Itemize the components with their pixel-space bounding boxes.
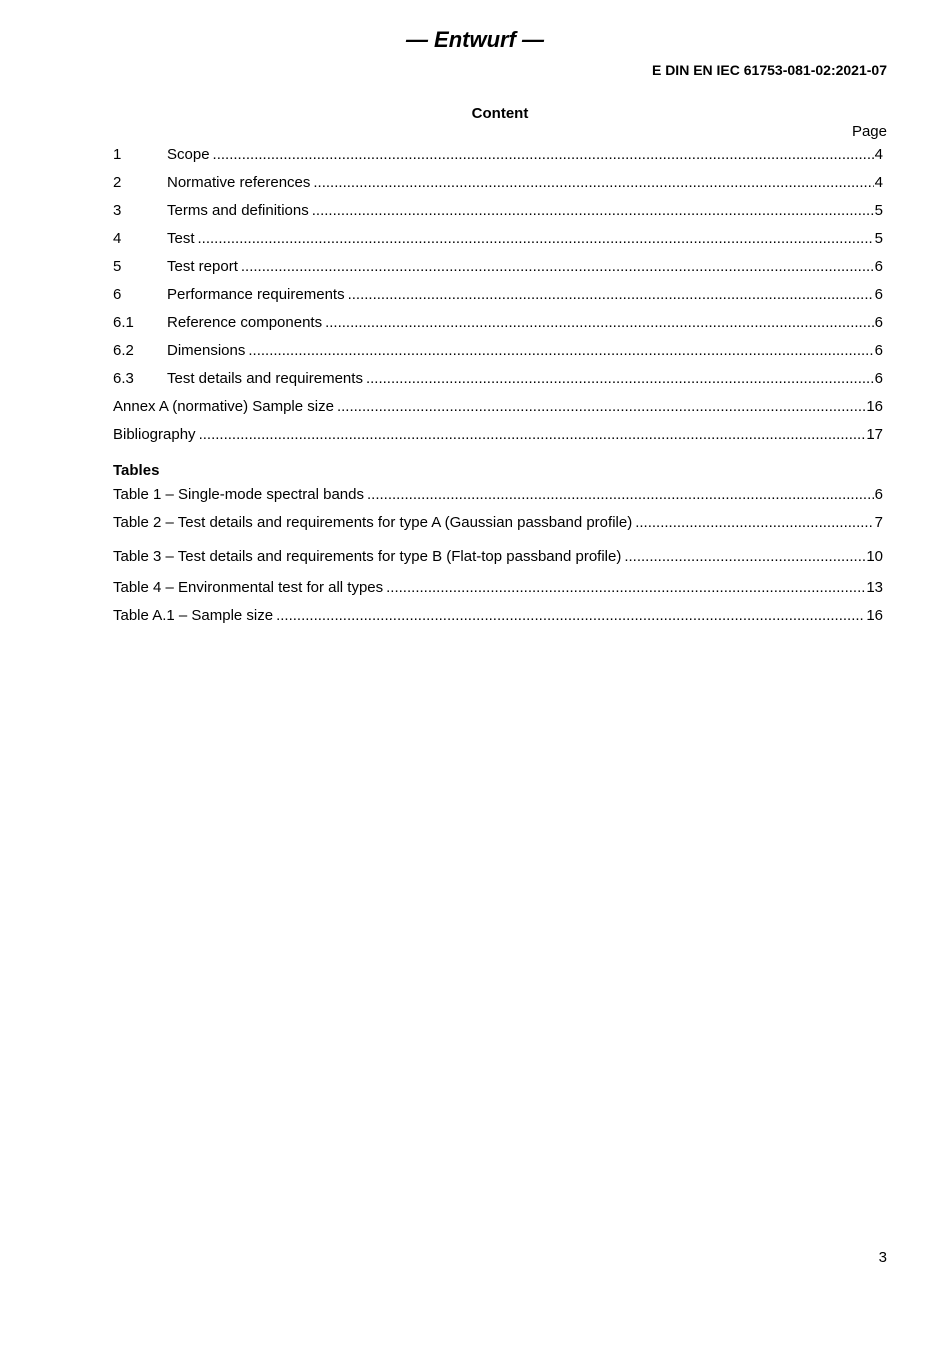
toc-entry-page: 17: [866, 426, 883, 443]
leader-dots: [325, 313, 874, 333]
toc-entry-title: Terms and definitions: [167, 202, 309, 219]
toc-entry-dimensions[interactable]: [113, 341, 883, 361]
table-entry-page: 6: [874, 486, 883, 503]
table-entry-1[interactable]: [113, 485, 883, 505]
document-id: E DIN EN IEC 61753-081-02:2021-07: [651, 62, 887, 78]
table-entry-title: Table 1 – Single-mode spectral bands: [113, 486, 364, 503]
toc-entry-title: Normative references: [167, 174, 311, 191]
toc-entry-test-report[interactable]: [113, 257, 883, 277]
toc-entry-number: 4: [113, 230, 122, 247]
leader-dots: [241, 257, 874, 277]
table-entry-2[interactable]: [113, 513, 883, 533]
table-entry-3[interactable]: [113, 547, 883, 567]
leader-dots: [367, 485, 874, 505]
table-entry-title: Table 2 – Test details and requirements for type A (Gaussian passband profile): [113, 514, 633, 531]
toc-entry-title: Bibliography: [113, 426, 196, 443]
toc-entry-page: 6: [874, 258, 883, 275]
toc-entry-number: 6.1: [113, 314, 134, 331]
toc-entry-page: 4: [874, 146, 883, 163]
leader-dots: [312, 201, 874, 221]
leader-dots: [198, 229, 874, 249]
toc-entry-annex-a[interactable]: [113, 397, 883, 417]
table-entry-title: Table 3 – Test details and requirements for type B (Flat-top passband profile): [113, 548, 622, 565]
toc-entry-reference-components[interactable]: [113, 313, 883, 333]
toc-entry-page: 5: [874, 202, 883, 219]
toc-entry-title: Annex A (normative) Sample size: [113, 398, 334, 415]
leader-dots: [276, 606, 865, 626]
leader-dots: [213, 145, 874, 165]
toc-entry-title: Test: [167, 230, 195, 247]
toc-entry-number: 6.2: [113, 342, 134, 359]
leader-dots: [635, 513, 873, 533]
toc-entry-number: 6: [113, 286, 122, 303]
leader-dots: [386, 578, 865, 598]
leader-dots: [348, 285, 874, 305]
toc-entry-number: 1: [113, 146, 122, 163]
leader-dots: [624, 547, 865, 567]
toc-entry-number: 3: [113, 202, 122, 219]
toc-entry-page: 6: [874, 286, 883, 303]
toc-entry-test[interactable]: [113, 229, 883, 249]
table-entry-title: Table A.1 – Sample size: [113, 607, 274, 624]
toc-entry-title: Performance requirements: [167, 286, 345, 303]
toc-entry-title: Dimensions: [167, 342, 246, 359]
leader-dots: [199, 425, 866, 445]
toc-entry-test-details[interactable]: [113, 369, 883, 389]
draft-title: — Entwurf —: [405, 27, 545, 52]
table-entry-page: 7: [874, 514, 883, 531]
toc-entry-terms-and-definitions[interactable]: [113, 201, 883, 221]
table-entry-page: 16: [866, 607, 883, 624]
toc-entry-page: 6: [874, 314, 883, 331]
toc-entry-page: 4: [874, 174, 883, 191]
toc-entry-page: 5: [874, 230, 883, 247]
page-column-label: Page: [851, 123, 887, 140]
toc-entry-bibliography[interactable]: [113, 425, 883, 445]
table-entry-title: Table 4 – Environmental test for all types: [113, 579, 384, 596]
toc-entry-performance-requirements[interactable]: [113, 285, 883, 305]
table-entry-a1[interactable]: [113, 606, 883, 626]
toc-entry-number: 5: [113, 258, 122, 275]
toc-entry-page: 16: [866, 398, 883, 415]
table-entry-4[interactable]: [113, 578, 883, 598]
toc-entry-title: Test report: [167, 258, 238, 275]
toc-entry-number: 2: [113, 174, 122, 191]
table-entry-page: 13: [866, 579, 883, 596]
toc-entry-title: Test details and requirements: [167, 370, 363, 387]
leader-dots: [366, 369, 874, 389]
toc-entry-normative-references[interactable]: [113, 173, 883, 193]
toc-entry-title: Reference components: [167, 314, 323, 331]
toc-entry-number: 6.3: [113, 370, 134, 387]
toc-entry-page: 6: [874, 370, 883, 387]
leader-dots: [248, 341, 873, 361]
toc-entry-page: 6: [874, 342, 883, 359]
leader-dots: [337, 397, 865, 417]
toc-entry-scope[interactable]: [113, 145, 883, 165]
toc-entry-title: Scope: [167, 146, 210, 163]
table-entry-page: 10: [866, 548, 883, 565]
tables-heading: Tables: [113, 462, 160, 479]
leader-dots: [313, 173, 873, 193]
toc-heading: Content: [471, 105, 529, 122]
page-number: 3: [878, 1249, 887, 1266]
